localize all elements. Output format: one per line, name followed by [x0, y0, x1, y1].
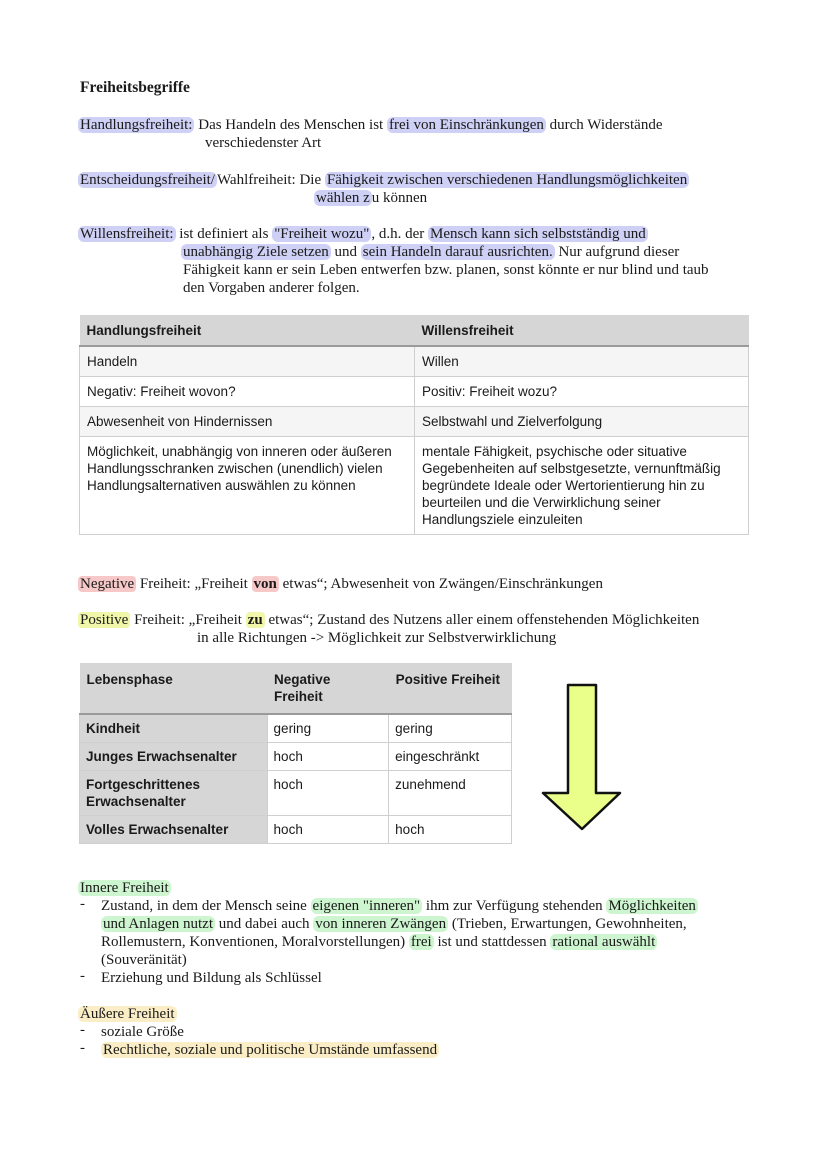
table-header-row: [80, 315, 749, 346]
table-row: [80, 771, 512, 816]
willensfreiheit-text2: , d.h. der: [371, 226, 428, 242]
table-cell: Selbstwahl und Zielverfolgung: [415, 407, 749, 437]
entscheidungsfreiheit-highlight: Fähigkeit zwischen verschiedenen Handlungsmöglichkeiten: [326, 172, 688, 188]
innere-t2: ihm zur Verfügung stehenden: [422, 898, 607, 914]
table-cell: mentale Fähigkeit, psychische oder situative Gegebenheiten auf selbstgesetzte, vernunftmäßig begründete Ideale oder Wertorientierung hin zu beurteilen und die Verwirklichung seiner Handlungsziele einzuleiten: [415, 437, 749, 535]
positive-label: Positive: [80, 612, 129, 628]
positive-text1: Freiheit: „Freiheit: [130, 612, 246, 628]
handlungsfreiheit-term: Handlungsfreiheit:: [80, 117, 193, 133]
table-cell: gering: [267, 714, 389, 743]
table-cell: zunehmend: [389, 771, 512, 816]
table-header: Handlungsfreiheit: [80, 315, 415, 346]
table-row: [80, 346, 749, 377]
table-cell: Fortgeschrittenes Erwachsenalter: [80, 771, 268, 816]
positive-bold: zu: [247, 612, 263, 628]
table-cell: gering: [389, 714, 512, 743]
bullet-dash: -: [80, 968, 85, 984]
innere-h6: rational auswählt: [552, 934, 656, 950]
down-arrow-icon: [540, 683, 624, 833]
table-row: [80, 743, 512, 771]
negative-freiheit-line: [78, 575, 603, 593]
innere-h3: und Anlagen nutzt: [103, 916, 213, 932]
handlungsfreiheit-line1: [78, 116, 663, 134]
table-header: Willensfreiheit: [415, 315, 749, 346]
willensfreiheit-text3: und: [330, 244, 361, 260]
willensfreiheit-line1: [78, 225, 648, 243]
willensfreiheit-line3: Fähigkeit kann er sein Leben entwerfen bzw. planen, sonst könnte er nur blind und taub: [183, 262, 709, 278]
entscheidungsfreiheit-highlight2: wählen z: [316, 190, 370, 206]
table-cell: Kindheit: [80, 714, 268, 743]
table-cell: Volles Erwachsenalter: [80, 816, 268, 844]
innere-bullet1-line1: [101, 897, 698, 915]
willensfreiheit-highlight2: unabhängig Ziele setzen: [183, 244, 329, 260]
bullet-dash: -: [80, 1040, 85, 1056]
innere-t1: Zustand, in dem der Mensch seine: [101, 898, 311, 914]
lebensphase-table: [79, 663, 512, 844]
table-cell: Handeln: [80, 346, 415, 377]
bullet-dash: -: [80, 1022, 85, 1038]
innere-t5: Rollemustern, Konventionen, Moralvorstellungen): [101, 934, 409, 950]
positive-freiheit-line1: [78, 611, 699, 629]
willensfreiheit-term: Willensfreiheit:: [80, 226, 174, 242]
table-cell: Positiv: Freiheit wozu?: [415, 377, 749, 407]
table-header: Positive Freiheit: [389, 663, 512, 714]
handlungsfreiheit-text2: durch Widerstände: [545, 117, 663, 133]
innere-t6: ist und stattdessen: [433, 934, 551, 950]
negative-text1: Freiheit: „Freiheit: [136, 576, 252, 592]
table-cell: hoch: [267, 816, 389, 844]
aeussere-bullet1: soziale Größe: [101, 1024, 184, 1040]
table-cell: hoch: [267, 771, 389, 816]
innere-h5: frei: [410, 934, 432, 950]
innere-freiheit-heading: [78, 879, 171, 897]
table-cell: Abwesenheit von Hindernissen: [80, 407, 415, 437]
willensfreiheit-text1: ist definiert als: [175, 226, 273, 242]
handlungsfreiheit-highlight: frei von Einschränkungen: [388, 117, 544, 133]
entscheidungsfreiheit-term: Entscheidungsfreiheit/: [80, 172, 215, 188]
innere-h2: Möglichkeiten: [608, 898, 696, 914]
negative-text2: etwas“; Abwesenheit von Zwängen/Einschränkungen: [278, 576, 603, 592]
innere-bullet1-line4: (Souveränität): [101, 952, 187, 968]
aeussere-freiheit-heading-text: Äußere Freiheit: [80, 1006, 175, 1022]
willensfreiheit-text4: Nur aufgrund dieser: [554, 244, 680, 260]
aeussere-bullet2: [101, 1041, 439, 1059]
willensfreiheit-highlight3: sein Handeln darauf ausrichten.: [362, 244, 553, 260]
positive-freiheit-line2: in alle Richtungen -> Möglichkeit zur Selbstverwirklichung: [197, 630, 557, 646]
innere-freiheit-heading-text: Innere Freiheit: [80, 880, 169, 896]
innere-bullet1-line2: [101, 915, 687, 933]
table-row: [80, 407, 749, 437]
aeussere-freiheit-heading: [78, 1005, 177, 1023]
innere-t3: und dabei auch: [214, 916, 314, 932]
table-header: Lebensphase: [80, 663, 268, 714]
table-cell: eingeschränkt: [389, 743, 512, 771]
willensfreiheit-quote: "Freiheit wozu": [274, 226, 370, 242]
table-cell: Negativ: Freiheit wovon?: [80, 377, 415, 407]
entscheidungsfreiheit-line2: [314, 189, 427, 207]
willensfreiheit-line4: den Vorgaben anderer folgen.: [183, 280, 360, 296]
table-row: [80, 377, 749, 407]
table-header: Negative Freiheit: [267, 663, 389, 714]
willensfreiheit-highlight1: Mensch kann sich selbstständig und: [430, 226, 646, 242]
entscheidungsfreiheit-text2: u können: [371, 190, 428, 206]
willensfreiheit-line2: [181, 243, 679, 261]
innere-h4: von inneren Zwängen: [315, 916, 447, 932]
entscheidungsfreiheit-text1: Wahlfreiheit: Die: [216, 172, 325, 188]
entscheidungsfreiheit-line1: [78, 171, 689, 189]
table-row: [80, 437, 749, 535]
table-cell: Willen: [415, 346, 749, 377]
table-header-row: [80, 663, 512, 714]
page-title: Freiheitsbegriffe: [80, 79, 190, 96]
innere-bullet1-line3: [101, 933, 657, 951]
innere-h1: eigenen "inneren": [312, 898, 421, 914]
handlungsfreiheit-text1: Das Handeln des Menschen ist: [198, 117, 387, 133]
table-cell: Möglichkeit, unabhängig von inneren oder äußeren Handlungsschranken zwischen (unendlich) vielen Handlungsalternativen auswählen zu können: [80, 437, 415, 535]
table-cell: Junges Erwachsenalter: [80, 743, 268, 771]
handlungsfreiheit-line2: verschiedenster Art: [205, 135, 322, 151]
table-cell: hoch: [389, 816, 512, 844]
positive-text2: etwas“; Zustand des Nutzens aller einem offenstehenden Möglichkeiten: [264, 612, 700, 628]
innere-t4: (Trieben, Erwartungen, Gewohnheiten,: [448, 916, 687, 932]
bullet-dash: -: [80, 896, 85, 912]
table-cell: hoch: [267, 743, 389, 771]
innere-bullet2: Erziehung und Bildung als Schlüssel: [101, 970, 322, 986]
table-row: [80, 816, 512, 844]
negative-bold: von: [253, 576, 277, 592]
aeussere-bullet2-text: Rechtliche, soziale und politische Umstände umfassend: [103, 1042, 438, 1058]
freiheit-comparison-table: [79, 315, 749, 535]
table-row: [80, 714, 512, 743]
negative-label: Negative: [80, 576, 135, 592]
